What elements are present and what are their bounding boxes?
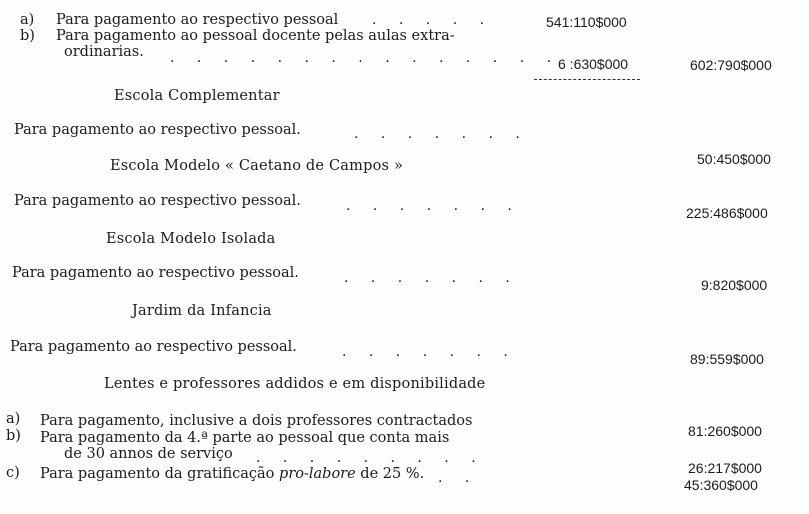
item-b-text-line2: ordinarias. [64, 44, 144, 60]
escola-complementar-amount: 50:450$000 [697, 151, 771, 167]
lentes-c-amount1: 26:217$000 [688, 460, 762, 476]
heading-escola-complementar: Escola Complementar [114, 88, 280, 104]
jardim-text: Para pagamento ao respectivo pessoal. [10, 339, 297, 355]
leader-dots: . . [438, 470, 479, 486]
lentes-a-marker: a) [6, 411, 21, 427]
lentes-b-marker: b) [6, 428, 21, 444]
escola-modelo-amount: 225:486$000 [686, 205, 768, 221]
leader-dots: . . . . . . . [344, 270, 519, 286]
heading-lentes-professores: Lentes e professores addidos e em disponibilidade [104, 376, 486, 392]
heading-jardim-infancia: Jardim da Infancia [132, 303, 272, 319]
escola-isolada-text: Para pagamento ao respectivo pessoal. [12, 265, 299, 281]
escola-modelo-text: Para pagamento ao respectivo pessoal. [14, 193, 301, 209]
item-a-marker: a) [20, 12, 35, 28]
item-a-text: Para pagamento ao respectivo pessoal [56, 12, 339, 28]
leader-dots: . . . . . . . [354, 126, 529, 142]
lentes-b-text-line1: Para pagamento da 4.ª parte ao pessoal que conta mais [40, 430, 450, 446]
lentes-a-text: Para pagamento, inclusive a dois professores contractados [40, 413, 473, 429]
lentes-c-text: Para pagamento da gratificação pro-labore de 25 %. [40, 466, 425, 482]
leader-dots: . . . . . . . . . . . . . . . [170, 50, 561, 66]
item-a-amount: 541:110$000 [546, 14, 627, 30]
leader-dots: . . . . . . . [342, 344, 517, 360]
lentes-c-marker: c) [6, 465, 20, 481]
sum-rule [534, 79, 640, 80]
item-b-total: 602:790$000 [690, 57, 772, 73]
heading-escola-modelo: Escola Modelo « Caetano de Campos » [110, 158, 404, 174]
escola-isolada-amount: 9:820$000 [701, 277, 768, 293]
escola-complementar-text: Para pagamento ao respectivo pessoal. [14, 122, 301, 138]
item-b-text-line1: Para pagamento ao pessoal docente pelas aulas extra- [56, 28, 455, 44]
leader-dots: . . . . . [372, 12, 494, 28]
heading-escola-isolada: Escola Modelo Isolada [106, 231, 276, 247]
lentes-b-amount: 81:260$000 [688, 423, 762, 439]
leader-dots: . . . . . . . . . [256, 450, 485, 466]
leader-dots: . . . . . . . [346, 198, 521, 214]
item-b-amount: 6 :630$000 [558, 56, 629, 72]
lentes-b-text-line2: de 30 annos de serviço [64, 446, 233, 462]
jardim-amount: 89:559$000 [690, 351, 764, 367]
item-b-marker: b) [20, 28, 35, 44]
lentes-c-amount2: 45:360$000 [684, 477, 758, 493]
